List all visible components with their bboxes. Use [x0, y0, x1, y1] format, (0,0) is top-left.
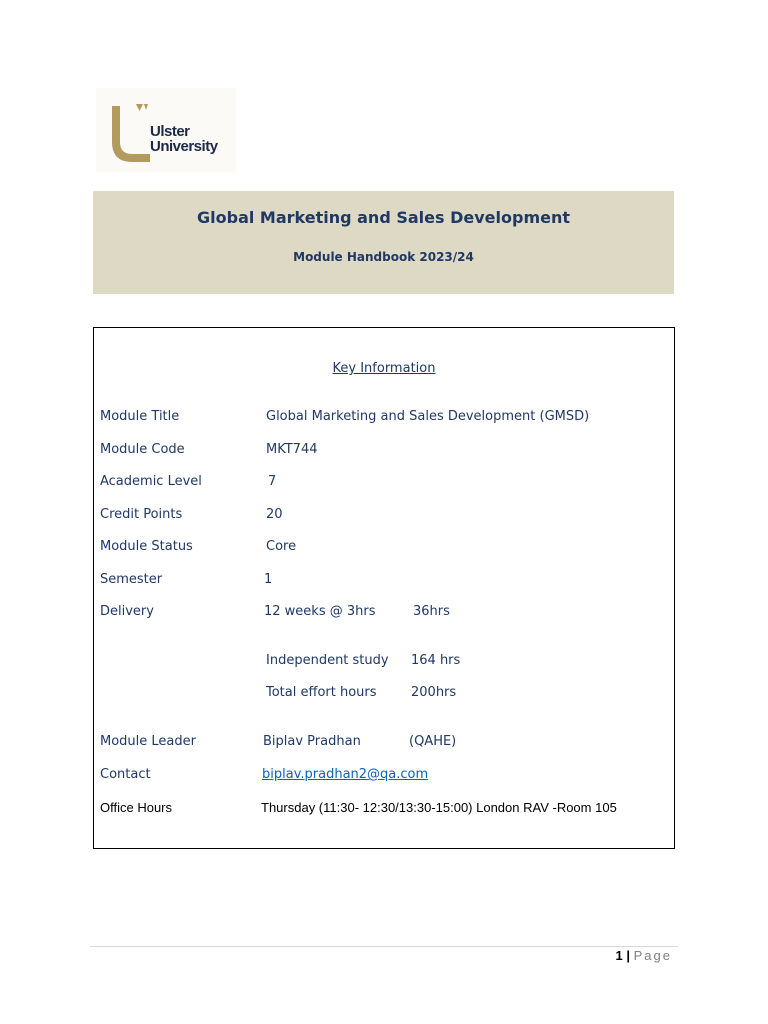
module-status-value: Core [266, 539, 297, 554]
academic-level-value: 7 [268, 474, 277, 489]
ulster-university-logo [96, 88, 236, 172]
delivery-label: Delivery [100, 604, 154, 619]
document-title: Global Marketing and Sales Development [197, 208, 570, 227]
contact-email-link[interactable]: biplav.pradhan2@qa.com [262, 767, 429, 782]
module-leader-org: (QAHE) [409, 734, 457, 749]
page-label: Page [633, 948, 672, 963]
key-information-box [93, 327, 675, 849]
page-number: 1 [615, 948, 623, 963]
key-information-heading: Key Information [332, 361, 436, 376]
delivery-hours: 36hrs [413, 604, 450, 619]
module-title-value: Global Marketing and Sales Development (GMSD) [266, 409, 590, 424]
total-effort-value: 200hrs [411, 685, 457, 700]
module-status-label: Module Status [100, 539, 193, 554]
semester-value: 1 [264, 572, 273, 587]
total-effort-label: Total effort hours [266, 685, 377, 700]
module-title-label: Module Title [100, 409, 180, 424]
office-hours-label: Office Hours [100, 800, 173, 815]
office-hours-value: Thursday (11:30- 12:30/13:30-15:00) London RAV -Room 105 [261, 800, 617, 815]
ulster-u-logo-icon [110, 102, 150, 164]
contact-label: Contact [100, 767, 151, 782]
title-banner [93, 191, 674, 294]
module-code-value: MKT744 [266, 442, 318, 457]
module-leader-name: Biplav Pradhan [263, 734, 361, 749]
semester-label: Semester [100, 572, 163, 587]
document-subtitle: Module Handbook 2023/24 [293, 250, 474, 264]
page-separator: | [626, 948, 630, 963]
footer-divider [90, 946, 678, 947]
delivery-value: 12 weeks @ 3hrs [264, 604, 376, 619]
independent-study-label: Independent study [266, 653, 389, 668]
credit-points-label: Credit Points [100, 507, 183, 522]
module-code-label: Module Code [100, 442, 185, 457]
independent-study-value: 164 hrs [411, 653, 461, 668]
logo-line-2: University [150, 138, 218, 155]
logo-line-1: Ulster [150, 123, 190, 140]
academic-level-label: Academic Level [100, 474, 202, 489]
credit-points-value: 20 [266, 507, 283, 522]
page-footer [616, 948, 673, 963]
module-leader-label: Module Leader [100, 734, 196, 749]
